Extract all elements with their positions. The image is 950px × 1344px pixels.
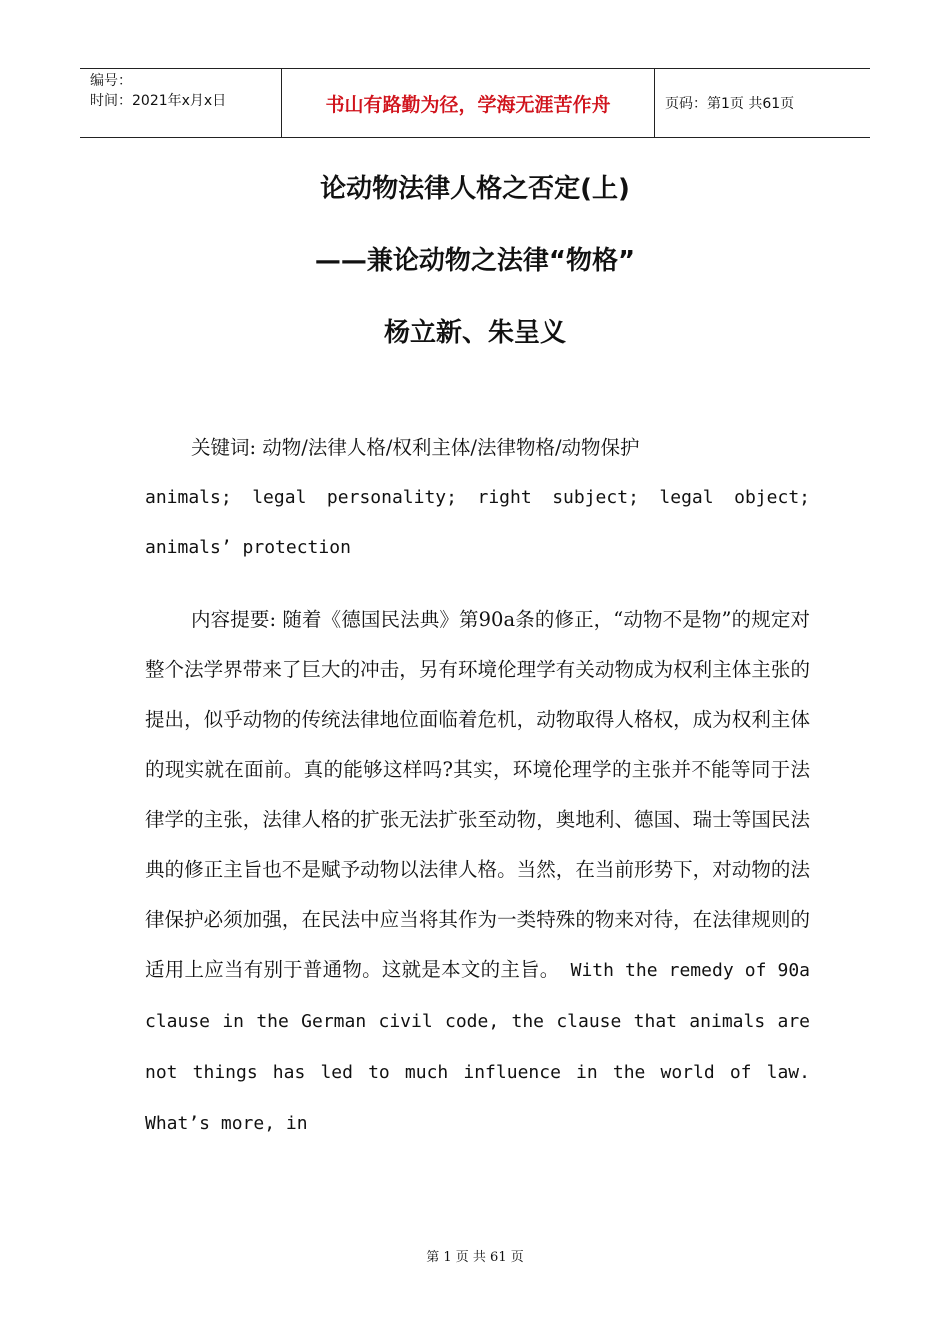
keywords-section: [145, 423, 810, 573]
article-authors: 杨立新、朱呈义: [383, 318, 566, 348]
keywords-cn: 关键词: 动物/法律人格/权利主体/法律物格/动物保护: [191, 436, 640, 459]
abstract-section: [145, 595, 810, 1149]
article-subtitle: ——兼论动物之法律“物格”: [314, 246, 636, 276]
page-footer: 第 1 页 共 61 页: [426, 1250, 524, 1265]
header-meta-cell: [80, 69, 282, 137]
time-label: 时间：2021年x月x日: [90, 93, 227, 109]
header-page-info: 页码：第1页 共61页: [665, 96, 795, 112]
article-title: 论动物法律人格之否定(上): [320, 174, 630, 204]
keywords-en: animals; legal personality; right subject; legal object; animals’ protection: [145, 487, 810, 558]
document-header: [80, 68, 870, 138]
abstract-paragraph: [145, 595, 810, 1149]
header-motto: 书山有路勤为径，学海无涯苦作舟: [282, 69, 655, 137]
abstract-cn: 内容提要: 随着《德国民法典》第90a条的修正，“动物不是物”的规定对整个法学界带来了巨大的冲击，另有环境伦理学有关动物成为权利主体主张的提出，似乎动物的传统法律地位面临着危机，动物取得人格权，成为权利主体的现实就在面前。真的能够这样吗?其实，环境伦理学的主张并不能等同于法律学的主张，法律人格的扩张无法扩张至动物，奥地利、德国、瑞士等国民法典的修正主旨也不是赋予动物以法律人格。当然，在当前形势下，对动物的法律保护必须加强，在民法中应当将其作为一类特殊的物来对待，在法律规则的适用上应当有别于普通物。这就是本文的主旨。: [145, 608, 810, 981]
abstract-en: With the remedy of 90a clause in the German civil code, the clause that animals are not things has led to much influence in the world of law. What’s more, in: [145, 960, 810, 1134]
number-label: 编号：: [90, 73, 132, 89]
